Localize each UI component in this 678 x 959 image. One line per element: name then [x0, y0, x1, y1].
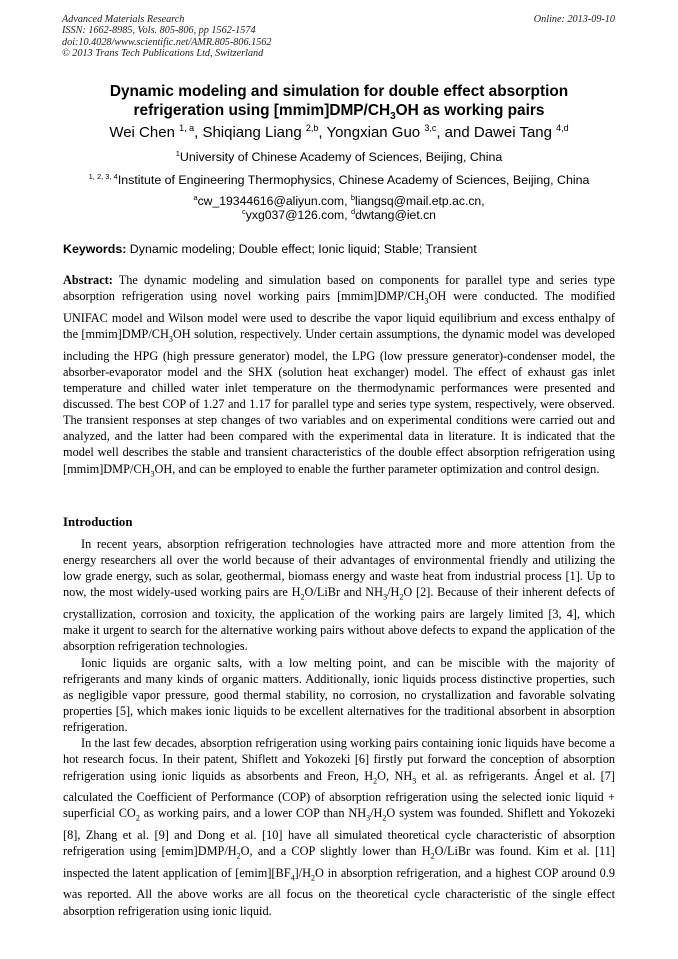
abstract-text: OH solution, respectively. Under certain assumptions, the dynamic model was developed including the HPG (high pressure generator) model, the LPG (low pressure generator)-condenser model, the absorber-evaporator model and the SHX (solution heat exchanger) model. The effect of exhaust gas inlet temperature and chilled water inlet temperature on the thermodynamic performances were presented and discussed. The best COP of 1.27 and 1.17 for parallel type and series type system, respectively, were observed. The transient responses at step changes of two variables and on experimental conditions were carried out and analyzed, and the latter had been compared with the experimental data in literature. It is indicated that the model well describes the stable and transient characteristics of the double effect absorption refrigeration using [mmim]DMP/CH [63, 326, 615, 476]
subscript: 3 [168, 334, 173, 344]
paragraph-text: et al. as refrigerants. Ángel et al. [7] calculated the Coefficient of Performance (COP) of absorption refrigeration using the selected ionic liquid + superficial CO [63, 768, 615, 821]
author-name: , and Dawei Tang [436, 124, 552, 141]
author-affiliation-mark: 4,d [556, 123, 569, 133]
intro-paragraph-3 [63, 735, 615, 918]
affiliation-2 [62, 173, 616, 188]
subscript: 2 [399, 592, 404, 602]
subscript: 2 [382, 813, 387, 823]
subscript: 2 [300, 592, 305, 602]
author-emails [62, 195, 616, 222]
affiliation-text: Institute of Engineering Thermophysics, Chinese Academy of Sciences, Beijing, China [117, 173, 590, 187]
journal-name: Advanced Materials Research [62, 14, 185, 25]
keywords-text: Dynamic modeling; Double effect; Ionic liquid; Stable; Transient [126, 242, 477, 256]
email-mark: a [193, 193, 198, 202]
subscript: 3 [412, 776, 417, 786]
paragraph-text: O in absorption refrigeration, and a highest COP around 0.9 was reported. All the above works are all focus on the theoretical cycle characteristic of the single effect absorption refrigeration using ionic liquid. [63, 865, 615, 918]
subscript: 2 [430, 851, 435, 861]
email-link[interactable]: dwtang@iet.cn [355, 207, 436, 222]
subscript: 3 [424, 296, 429, 306]
subscript: 2 [373, 776, 378, 786]
subscript: 3 [366, 813, 371, 823]
abstract [63, 272, 615, 482]
abstract-paragraph [63, 272, 615, 482]
paragraph-text: O, NH [377, 768, 413, 783]
subscript: 2 [135, 813, 140, 823]
author-name: , Shiqiang Liang [194, 124, 302, 141]
issn-line: ISSN: 1662-8985, Vols. 805-806, pp 1562-1574 [62, 25, 256, 37]
email-link[interactable]: yxg037@126.com, [245, 207, 351, 222]
keywords [63, 242, 615, 257]
paragraph-text: /H [387, 585, 400, 600]
author-affiliation-mark: 3,c [424, 123, 437, 133]
journal-header [62, 14, 422, 60]
section-heading-introduction: Introduction [63, 515, 133, 529]
paragraph-text: O/LiBr was found. Kim et al. [11] inspected the latent application of [emim][BF [63, 844, 615, 880]
paragraph-text: ]/H [294, 865, 311, 880]
paragraph-text: O/LiBr and NH [304, 585, 384, 600]
author-name: Wei Chen [109, 124, 175, 141]
keywords-label: Keywords: [63, 242, 127, 256]
abstract-text: The dynamic modeling and simulation based on components for parallel type and series type absorption refrigeration using novel working pairs [mmim]DMP/CH [63, 273, 615, 304]
subscript: 3 [150, 469, 155, 479]
author-name: , Yongxian Guo [318, 124, 421, 141]
doi-line[interactable]: doi:10.4028/www.scientific.net/AMR.805-806.1562 [62, 36, 272, 48]
email-mark: d [350, 206, 356, 216]
author-list [62, 124, 616, 142]
affiliation-mark: 1 [175, 149, 180, 158]
email-line-1 [62, 195, 616, 209]
affiliation-mark: 1, 2, 3, 4 [88, 172, 118, 181]
paragraph-text: as working pairs, and a lower COP than NH [139, 806, 367, 821]
paragraph-text: In the last few decades, absorption refrigeration using working pairs containing ionic liquids have become a hot research focus. In their patent, Shiflett and Yokozeki [6] firstly put forward the conception of absorption refrigeration using ionic liquids as absorbents and Freon, H [63, 736, 615, 783]
affiliation-text: University of Chinese Academy of Sciences, Beijing, China [179, 150, 503, 164]
affiliation-1 [62, 150, 616, 165]
email-mark: b [350, 193, 356, 202]
email-link[interactable]: liangsq@mail.etp.ac.cn, [355, 194, 485, 208]
paper-title [62, 82, 616, 126]
email-link[interactable]: cw_19344616@aliyun.com, [197, 194, 351, 208]
paragraph-text: O, and a COP slightly lower than H [240, 844, 431, 859]
email-line-2 [62, 206, 616, 223]
abstract-text: OH, and can be employed to enable the further parameter optimization and control design. [154, 461, 600, 476]
online-date: Online: 2013-09-10 [533, 14, 615, 25]
title-line-1: Dynamic modeling and simulation for double effect absorption [109, 83, 569, 100]
copyright-line: © 2013 Trans Tech Publications Ltd, Switzerland [62, 48, 264, 60]
subscript: 4 [290, 873, 295, 883]
paragraph-text: O system was founded. Shiflett and Yokozeki [8], Zhang et al. [9] and Dong et al. [10] have all simulated theoretical cycle characteristic of absorption refrigeration using [emim]DMP/H [63, 806, 615, 859]
introduction-body [63, 536, 615, 919]
title-text: refrigeration using [mmim]DMP/CH [133, 102, 391, 119]
subscript: 3 [383, 592, 388, 602]
title-line-2 [62, 101, 616, 126]
paragraph-text: O [2]. Because of their inherent defects of crystallization, corrosion and toxicity, the application of the working pairs are largely limited [3, 4], which make it urgent to search for the alternative working pairs without above defects to expand the application of the absorption refrigeration technologies. [63, 585, 616, 654]
paragraph-text: In recent years, absorption refrigeration technologies have attracted more and more attention from the energy researchers all over the world because of their advantages of environmental friendly and utilizing the low grade energy, such as solar, geothermal, biomass energy and waste heat from industrial process [1]. Up to now, the most widely-used working pairs are H [63, 537, 615, 600]
abstract-text: OH were conducted. The modified UNIFAC model and Wilson model were used to describe the vapor liquid equilibrium and excess enthalpy of the [mmim]DMP/CH [63, 289, 615, 341]
author-affiliation-mark: 2,b [305, 123, 319, 133]
subscript: 2 [236, 851, 241, 861]
title-subscript: 3 [390, 111, 396, 123]
intro-paragraph-2: Ionic liquids are organic salts, with a low melting point, and can be miscible with the majority of refrigerants and many kinds of organic matters. Additionally, ionic liquids process distinctive properties, such as negligible vapor pressure, good thermal stability, no corrosion, no crystallization and favorable solvating properties [5], which makes ionic liquids to be excellent alternatives for the traditional absorbent in absorption refrigeration. [63, 655, 615, 735]
intro-paragraph-1 [63, 536, 615, 655]
email-mark: c [242, 206, 246, 216]
author-affiliation-mark: 1, a [179, 123, 195, 133]
subscript: 2 [310, 873, 315, 883]
paragraph-text: /H [370, 806, 383, 821]
title-text: OH as working pairs [395, 102, 545, 119]
abstract-label: Abstract: [63, 273, 113, 287]
